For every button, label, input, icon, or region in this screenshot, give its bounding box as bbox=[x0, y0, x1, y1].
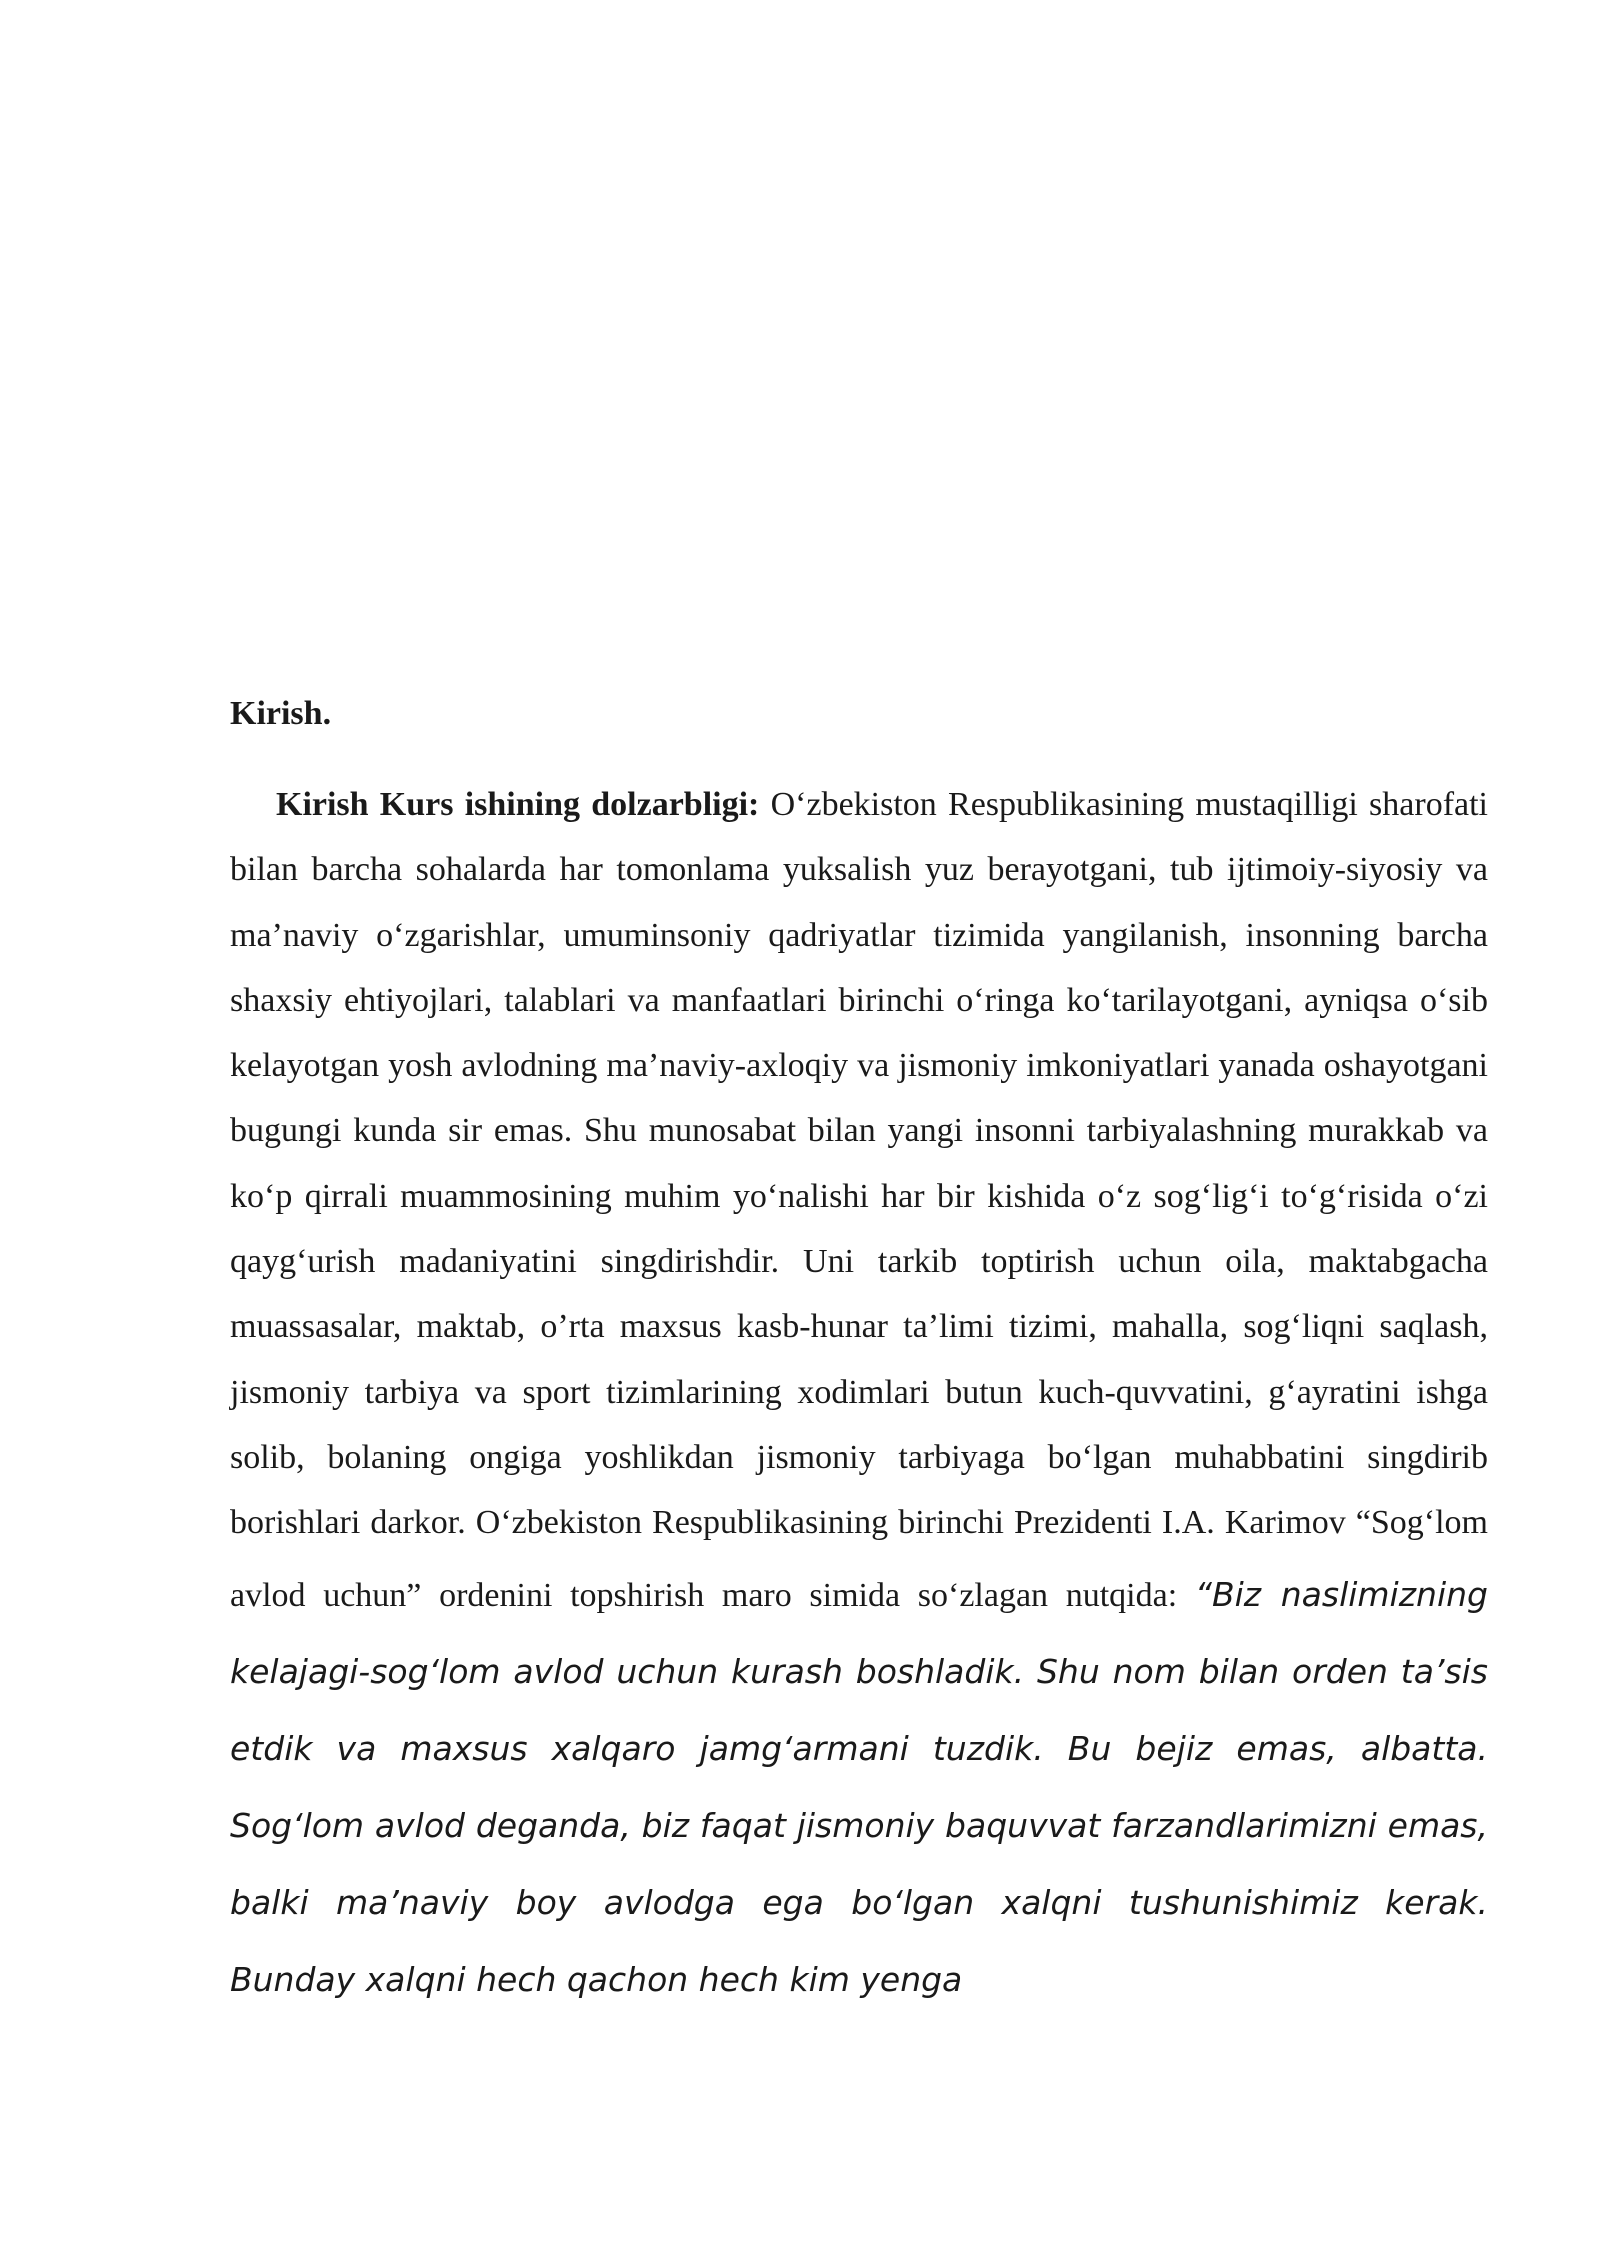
intro-paragraph bbox=[230, 772, 1488, 2018]
paragraph-text: O‘zbekiston Respublikasining mustaqilligi sharofati bilan barcha sohalarda har tomonlama yuksalish yuz berayotgani, tub ijtimoiy-siyosiy va ma’naviy o‘zgarishlar, umuminsoniy qadriyatlar tizimida yangilanish, insonning barcha shaxsiy ehtiyojlari, talablari va manfaatlari birinchi o‘ringa ko‘tarilayotgani, ayniqsa o‘sib kelayotgan yosh avlodning ma’naviy-axloqiy va jismoniy imkoniyatlari yanada oshayotgani bugungi kunda sir emas. Shu munosabat bilan yangi insonni tarbiyalashning murakkab va ko‘p qirrali muammosining muhim yo‘nalishi har bir kishida o‘z sog‘lig‘i to‘g‘risida o‘zi qayg‘urish madaniyatini singdirishdir. Uni tarkib toptirish uchun oila, maktabgacha muassasalar, maktab, o’rta maxsus kasb-hunar ta’limi tizimi, mahalla, sog‘liqni saqlash, jismoniy tarbiya va sport tizimlarining xodimlari butun kuch-quvvatini, g‘ayratini ishga solib, bolaning ongiga yoshlikdan jismoniy tarbiyaga bo‘lgan muhabbatini singdirib borishlari darkor. O‘zbekiston Respublikasining birinchi Prezidenti I.A. Karimov “Sog‘lom avlod uchun” ordenini topshirish maro simida so‘zlagan nutqida: bbox=[230, 786, 1489, 1614]
president-quote: “Biz naslimizning kelajagi-sog‘lom avlod uchun kurash boshladik. Shu nom bilan orden ta’sis etdik va maxsus xalqaro jamg‘armani tuzdik. Bu bejiz emas, albatta. Sog‘lom avlod deganda, biz faqat jismoniy baquvvat farzandlarimizni emas, balki ma’naviy boy avlodga ega bo‘lgan xalqni tushunishimiz kerak. Bunday xalqni hech qachon hech kim yenga bbox=[230, 1574, 1488, 1999]
document-body bbox=[230, 690, 1488, 2018]
paragraph-lead: Kirish Kurs ishining dolzarbligi: bbox=[276, 786, 760, 823]
section-heading: Kirish. bbox=[230, 695, 332, 732]
